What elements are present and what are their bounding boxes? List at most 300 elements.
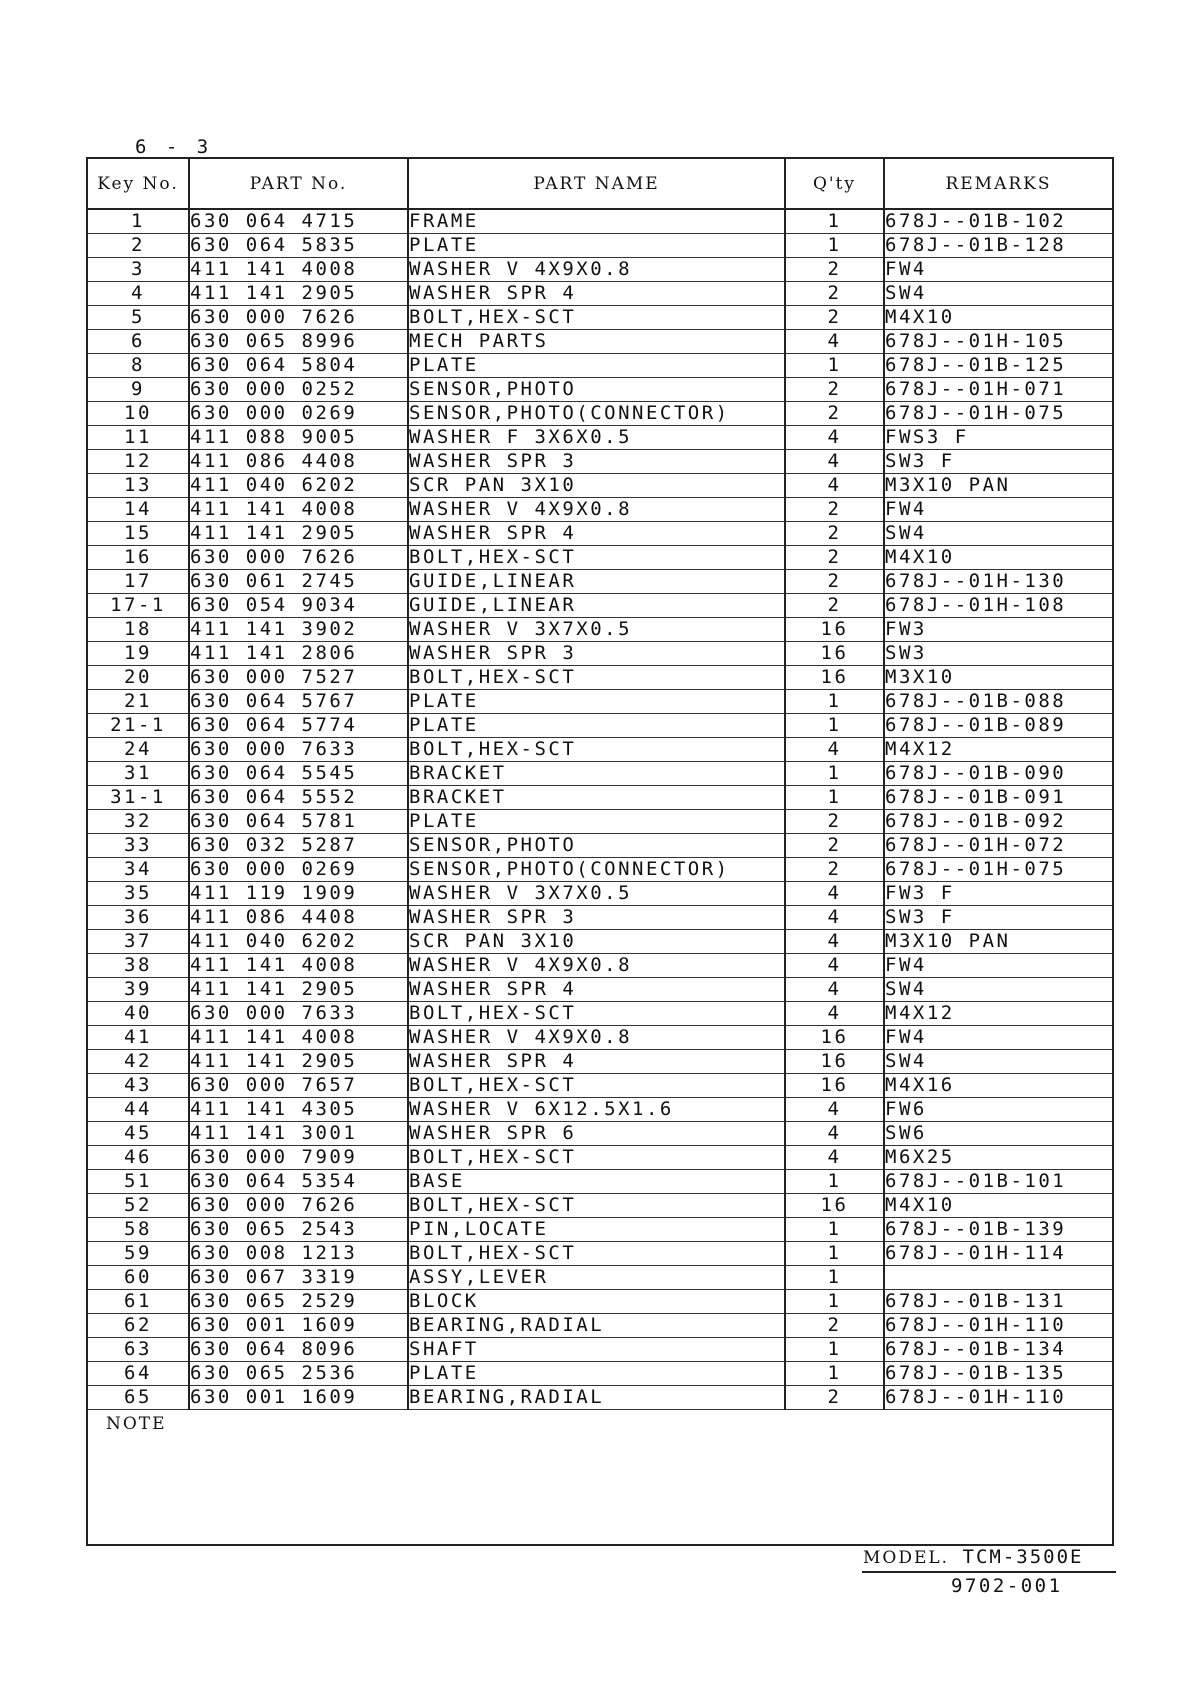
row-part-no: 630 000 0252 xyxy=(189,378,408,402)
row-part-no: 630 065 2543 xyxy=(189,1218,408,1242)
row-remarks: 678J--01B-102 xyxy=(884,209,1112,234)
row-part-no: 630 000 7626 xyxy=(189,546,408,570)
row-qty: 1 xyxy=(785,234,884,258)
row-part-no: 630 064 5552 xyxy=(189,786,408,810)
table-row xyxy=(88,546,1112,570)
row-part-no: 411 040 6202 xyxy=(189,474,408,498)
row-remarks: M3X10 PAN xyxy=(884,930,1112,954)
row-remarks: 678J--01B-090 xyxy=(884,762,1112,786)
table-row xyxy=(88,738,1112,762)
row-remarks: FW4 xyxy=(884,498,1112,522)
row-remarks: 678J--01B-089 xyxy=(884,714,1112,738)
row-remarks: M4X16 xyxy=(884,1074,1112,1098)
row-remarks: 678J--01H-075 xyxy=(884,858,1112,882)
header-remarks: REMARKS xyxy=(884,159,1112,209)
row-qty: 2 xyxy=(785,1386,884,1410)
table-row xyxy=(88,1194,1112,1218)
model-info xyxy=(863,1546,1083,1568)
row-part-no: 411 141 2905 xyxy=(189,282,408,306)
table-row xyxy=(88,978,1112,1002)
row-part-name: WASHER SPR 3 xyxy=(408,642,785,666)
table-row xyxy=(88,930,1112,954)
row-part-no: 630 065 8996 xyxy=(189,330,408,354)
row-part-name: BEARING,RADIAL xyxy=(408,1386,785,1410)
row-part-name: BOLT,HEX-SCT xyxy=(408,1146,785,1170)
row-part-name: WASHER SPR 3 xyxy=(408,906,785,930)
row-key-no: 1 xyxy=(88,209,189,234)
row-part-name: BLOCK xyxy=(408,1290,785,1314)
row-remarks: 678J--01B-128 xyxy=(884,234,1112,258)
row-key-no: 46 xyxy=(88,1146,189,1170)
table-row xyxy=(88,858,1112,882)
row-qty: 1 xyxy=(785,1170,884,1194)
row-part-no: 411 141 4008 xyxy=(189,498,408,522)
row-part-name: SENSOR,PHOTO xyxy=(408,378,785,402)
row-part-no: 630 065 2536 xyxy=(189,1362,408,1386)
row-remarks: FW3 F xyxy=(884,882,1112,906)
row-part-name: PLATE xyxy=(408,810,785,834)
row-qty: 1 xyxy=(785,762,884,786)
row-remarks: 678J--01H-108 xyxy=(884,594,1112,618)
row-key-no: 31 xyxy=(88,762,189,786)
row-remarks: FW6 xyxy=(884,1098,1112,1122)
row-qty: 1 xyxy=(785,690,884,714)
row-key-no: 15 xyxy=(88,522,189,546)
table-row xyxy=(88,618,1112,642)
row-part-no: 630 061 2745 xyxy=(189,570,408,594)
note-label: NOTE xyxy=(106,1414,167,1434)
row-part-name: WASHER SPR 6 xyxy=(408,1122,785,1146)
row-key-no: 52 xyxy=(88,1194,189,1218)
table-row xyxy=(88,354,1112,378)
row-remarks: 678J--01B-135 xyxy=(884,1362,1112,1386)
row-part-no: 411 086 4408 xyxy=(189,450,408,474)
row-part-name: GUIDE,LINEAR xyxy=(408,594,785,618)
row-remarks: M3X10 PAN xyxy=(884,474,1112,498)
row-remarks: SW4 xyxy=(884,522,1112,546)
row-key-no: 12 xyxy=(88,450,189,474)
row-part-no: 630 064 5767 xyxy=(189,690,408,714)
table-row xyxy=(88,1218,1112,1242)
table-row xyxy=(88,330,1112,354)
row-qty: 16 xyxy=(785,1026,884,1050)
row-qty: 16 xyxy=(785,1074,884,1098)
header-qty: Q'ty xyxy=(785,159,884,209)
table-row xyxy=(88,1242,1112,1266)
table-row xyxy=(88,234,1112,258)
row-part-name: BRACKET xyxy=(408,762,785,786)
row-part-no: 630 064 5774 xyxy=(189,714,408,738)
row-qty: 2 xyxy=(785,570,884,594)
row-key-no: 11 xyxy=(88,426,189,450)
row-qty: 1 xyxy=(785,1362,884,1386)
row-qty: 1 xyxy=(785,1266,884,1290)
row-key-no: 21 xyxy=(88,690,189,714)
row-part-no: 630 000 7626 xyxy=(189,1194,408,1218)
row-qty: 2 xyxy=(785,858,884,882)
row-qty: 4 xyxy=(785,1002,884,1026)
row-qty: 4 xyxy=(785,1122,884,1146)
row-key-no: 38 xyxy=(88,954,189,978)
table-row xyxy=(88,882,1112,906)
row-key-no: 64 xyxy=(88,1362,189,1386)
row-key-no: 21-1 xyxy=(88,714,189,738)
row-part-name: SCR PAN 3X10 xyxy=(408,930,785,954)
row-remarks: M4X12 xyxy=(884,738,1112,762)
row-part-name: BOLT,HEX-SCT xyxy=(408,1242,785,1266)
row-remarks: 678J--01H-110 xyxy=(884,1314,1112,1338)
row-remarks: FW3 xyxy=(884,618,1112,642)
table-row xyxy=(88,1314,1112,1338)
row-qty: 2 xyxy=(785,402,884,426)
row-remarks: M6X25 xyxy=(884,1146,1112,1170)
row-key-no: 36 xyxy=(88,906,189,930)
row-key-no: 31-1 xyxy=(88,786,189,810)
row-part-no: 630 001 1609 xyxy=(189,1386,408,1410)
row-key-no: 59 xyxy=(88,1242,189,1266)
row-key-no: 40 xyxy=(88,1002,189,1026)
row-qty: 4 xyxy=(785,930,884,954)
row-key-no: 17-1 xyxy=(88,594,189,618)
revision-number: 9702-001 xyxy=(951,1575,1063,1597)
row-remarks: 678J--01H-071 xyxy=(884,378,1112,402)
table-row xyxy=(88,474,1112,498)
table-row xyxy=(88,834,1112,858)
row-part-no: 411 141 3001 xyxy=(189,1122,408,1146)
row-part-name: WASHER SPR 4 xyxy=(408,1050,785,1074)
table-row xyxy=(88,1146,1112,1170)
row-part-name: BEARING,RADIAL xyxy=(408,1314,785,1338)
row-part-no: 630 000 7633 xyxy=(189,738,408,762)
row-qty: 4 xyxy=(785,738,884,762)
row-key-no: 24 xyxy=(88,738,189,762)
row-part-no: 630 000 7626 xyxy=(189,306,408,330)
row-qty: 2 xyxy=(785,282,884,306)
model-underline xyxy=(862,1571,1116,1573)
header-key-no: Key No. xyxy=(88,159,189,209)
row-part-no: 411 141 4008 xyxy=(189,258,408,282)
row-qty: 2 xyxy=(785,834,884,858)
row-part-name: SENSOR,PHOTO(CONNECTOR) xyxy=(408,858,785,882)
row-part-no: 630 032 5287 xyxy=(189,834,408,858)
table-row xyxy=(88,1002,1112,1026)
row-qty: 1 xyxy=(785,786,884,810)
row-qty: 1 xyxy=(785,354,884,378)
row-part-name: WASHER V 4X9X0.8 xyxy=(408,1026,785,1050)
table-row xyxy=(88,378,1112,402)
row-remarks: FW4 xyxy=(884,258,1112,282)
row-part-name: PLATE xyxy=(408,714,785,738)
row-remarks: M3X10 xyxy=(884,666,1112,690)
row-part-no: 630 064 5835 xyxy=(189,234,408,258)
row-part-name: SCR PAN 3X10 xyxy=(408,474,785,498)
row-remarks: SW4 xyxy=(884,282,1112,306)
table-row xyxy=(88,786,1112,810)
row-remarks: M4X12 xyxy=(884,1002,1112,1026)
row-qty: 1 xyxy=(785,1218,884,1242)
row-part-no: 411 119 1909 xyxy=(189,882,408,906)
row-key-no: 33 xyxy=(88,834,189,858)
row-part-name: GUIDE,LINEAR xyxy=(408,570,785,594)
row-key-no: 9 xyxy=(88,378,189,402)
row-part-name: WASHER V 4X9X0.8 xyxy=(408,258,785,282)
row-part-no: 630 064 8096 xyxy=(189,1338,408,1362)
row-qty: 1 xyxy=(785,714,884,738)
parts-table-body xyxy=(88,209,1112,1410)
row-qty: 4 xyxy=(785,426,884,450)
row-part-no: 630 000 7527 xyxy=(189,666,408,690)
model-label: MODEL. xyxy=(863,1548,950,1568)
row-key-no: 43 xyxy=(88,1074,189,1098)
row-remarks: 678J--01B-131 xyxy=(884,1290,1112,1314)
row-key-no: 17 xyxy=(88,570,189,594)
row-qty: 4 xyxy=(785,954,884,978)
row-part-no: 630 067 3319 xyxy=(189,1266,408,1290)
row-qty: 4 xyxy=(785,474,884,498)
table-row xyxy=(88,1170,1112,1194)
row-remarks xyxy=(884,1266,1112,1290)
table-row xyxy=(88,258,1112,282)
row-part-name: WASHER V 4X9X0.8 xyxy=(408,954,785,978)
table-row xyxy=(88,1074,1112,1098)
row-part-name: WASHER V 4X9X0.8 xyxy=(408,498,785,522)
row-key-no: 63 xyxy=(88,1338,189,1362)
row-part-no: 630 064 4715 xyxy=(189,209,408,234)
row-key-no: 34 xyxy=(88,858,189,882)
row-qty: 4 xyxy=(785,978,884,1002)
table-row xyxy=(88,1386,1112,1410)
table-row xyxy=(88,282,1112,306)
row-qty: 2 xyxy=(785,498,884,522)
row-remarks: 678J--01B-088 xyxy=(884,690,1112,714)
row-remarks: M4X10 xyxy=(884,306,1112,330)
row-remarks: 678J--01H-110 xyxy=(884,1386,1112,1410)
row-qty: 1 xyxy=(785,1338,884,1362)
table-row xyxy=(88,666,1112,690)
row-qty: 16 xyxy=(785,642,884,666)
row-key-no: 58 xyxy=(88,1218,189,1242)
row-part-name: BOLT,HEX-SCT xyxy=(408,306,785,330)
row-part-name: SENSOR,PHOTO xyxy=(408,834,785,858)
row-part-no: 411 040 6202 xyxy=(189,930,408,954)
row-part-name: PLATE xyxy=(408,354,785,378)
row-part-no: 630 008 1213 xyxy=(189,1242,408,1266)
row-part-name: WASHER F 3X6X0.5 xyxy=(408,426,785,450)
row-key-no: 19 xyxy=(88,642,189,666)
table-row xyxy=(88,570,1112,594)
row-key-no: 37 xyxy=(88,930,189,954)
row-part-no: 630 000 7633 xyxy=(189,1002,408,1026)
row-qty: 2 xyxy=(785,306,884,330)
row-part-no: 411 141 2806 xyxy=(189,642,408,666)
table-row xyxy=(88,1338,1112,1362)
row-part-no: 411 088 9005 xyxy=(189,426,408,450)
row-qty: 2 xyxy=(785,378,884,402)
row-part-no: 411 141 2905 xyxy=(189,1050,408,1074)
row-key-no: 41 xyxy=(88,1026,189,1050)
row-part-name: PLATE xyxy=(408,234,785,258)
row-qty: 4 xyxy=(785,450,884,474)
row-qty: 4 xyxy=(785,906,884,930)
row-part-no: 630 064 5545 xyxy=(189,762,408,786)
row-part-no: 630 064 5354 xyxy=(189,1170,408,1194)
row-part-name: ASSY,LEVER xyxy=(408,1266,785,1290)
row-remarks: M4X10 xyxy=(884,1194,1112,1218)
row-part-name: BRACKET xyxy=(408,786,785,810)
row-key-no: 62 xyxy=(88,1314,189,1338)
table-row xyxy=(88,450,1112,474)
row-qty: 4 xyxy=(785,330,884,354)
row-key-no: 32 xyxy=(88,810,189,834)
row-remarks: 678J--01H-072 xyxy=(884,834,1112,858)
row-part-no: 630 001 1609 xyxy=(189,1314,408,1338)
row-part-name: PLATE xyxy=(408,690,785,714)
row-remarks: 678J--01H-105 xyxy=(884,330,1112,354)
table-row xyxy=(88,1122,1112,1146)
row-remarks: FW4 xyxy=(884,954,1112,978)
row-key-no: 16 xyxy=(88,546,189,570)
row-part-no: 630 000 7909 xyxy=(189,1146,408,1170)
row-part-name: WASHER V 3X7X0.5 xyxy=(408,882,785,906)
row-part-no: 411 141 4305 xyxy=(189,1098,408,1122)
row-key-no: 10 xyxy=(88,402,189,426)
row-remarks: M4X10 xyxy=(884,546,1112,570)
row-remarks: 678J--01B-125 xyxy=(884,354,1112,378)
row-remarks: FW4 xyxy=(884,1026,1112,1050)
row-key-no: 3 xyxy=(88,258,189,282)
row-part-name: WASHER V 3X7X0.5 xyxy=(408,618,785,642)
row-key-no: 44 xyxy=(88,1098,189,1122)
row-remarks: SW4 xyxy=(884,1050,1112,1074)
row-part-name: SENSOR,PHOTO(CONNECTOR) xyxy=(408,402,785,426)
row-part-name: BASE xyxy=(408,1170,785,1194)
row-part-name: BOLT,HEX-SCT xyxy=(408,666,785,690)
header-part-no: PART No. xyxy=(189,159,408,209)
row-remarks: 678J--01B-092 xyxy=(884,810,1112,834)
table-row xyxy=(88,1026,1112,1050)
table-row xyxy=(88,426,1112,450)
row-part-no: 411 141 4008 xyxy=(189,954,408,978)
row-key-no: 35 xyxy=(88,882,189,906)
row-qty: 2 xyxy=(785,522,884,546)
table-row xyxy=(88,762,1112,786)
row-key-no: 6 xyxy=(88,330,189,354)
row-part-no: 630 054 9034 xyxy=(189,594,408,618)
row-part-no: 411 141 2905 xyxy=(189,522,408,546)
row-qty: 1 xyxy=(785,209,884,234)
row-qty: 16 xyxy=(785,666,884,690)
row-key-no: 13 xyxy=(88,474,189,498)
table-row xyxy=(88,522,1112,546)
row-qty: 1 xyxy=(785,1242,884,1266)
row-part-name: WASHER SPR 4 xyxy=(408,522,785,546)
page-number: 6 - 3 xyxy=(135,136,213,158)
table-row xyxy=(88,209,1112,234)
table-row xyxy=(88,1266,1112,1290)
table-row xyxy=(88,906,1112,930)
row-remarks: 678J--01B-091 xyxy=(884,786,1112,810)
row-part-no: 630 065 2529 xyxy=(189,1290,408,1314)
row-key-no: 20 xyxy=(88,666,189,690)
table-row xyxy=(88,642,1112,666)
row-qty: 4 xyxy=(785,1146,884,1170)
header-part-name: PART NAME xyxy=(408,159,785,209)
row-part-no: 630 064 5804 xyxy=(189,354,408,378)
row-part-name: BOLT,HEX-SCT xyxy=(408,546,785,570)
row-part-name: BOLT,HEX-SCT xyxy=(408,1002,785,1026)
table-row xyxy=(88,1050,1112,1074)
row-key-no: 4 xyxy=(88,282,189,306)
table-row xyxy=(88,1098,1112,1122)
row-part-name: BOLT,HEX-SCT xyxy=(408,1074,785,1098)
row-qty: 16 xyxy=(785,618,884,642)
table-row xyxy=(88,954,1112,978)
row-key-no: 60 xyxy=(88,1266,189,1290)
row-part-name: WASHER SPR 4 xyxy=(408,978,785,1002)
row-remarks: SW3 F xyxy=(884,906,1112,930)
row-qty: 2 xyxy=(785,546,884,570)
table-row xyxy=(88,1290,1112,1314)
row-key-no: 65 xyxy=(88,1386,189,1410)
table-row xyxy=(88,690,1112,714)
row-part-name: FRAME xyxy=(408,209,785,234)
row-key-no: 14 xyxy=(88,498,189,522)
row-remarks: 678J--01H-114 xyxy=(884,1242,1112,1266)
row-key-no: 61 xyxy=(88,1290,189,1314)
row-part-name: PLATE xyxy=(408,1362,785,1386)
table-row xyxy=(88,594,1112,618)
row-remarks: SW3 xyxy=(884,642,1112,666)
model-value: TCM-3500E xyxy=(962,1546,1084,1568)
row-part-name: WASHER SPR 3 xyxy=(408,450,785,474)
row-part-no: 630 000 7657 xyxy=(189,1074,408,1098)
row-key-no: 45 xyxy=(88,1122,189,1146)
parts-table xyxy=(88,159,1112,1410)
row-key-no: 42 xyxy=(88,1050,189,1074)
table-row xyxy=(88,498,1112,522)
row-qty: 4 xyxy=(785,1098,884,1122)
row-part-name: PIN,LOCATE xyxy=(408,1218,785,1242)
row-remarks: 678J--01B-139 xyxy=(884,1218,1112,1242)
row-remarks: SW6 xyxy=(884,1122,1112,1146)
row-remarks: 678J--01B-134 xyxy=(884,1338,1112,1362)
row-key-no: 51 xyxy=(88,1170,189,1194)
row-remarks: 678J--01B-101 xyxy=(884,1170,1112,1194)
row-remarks: FWS3 F xyxy=(884,426,1112,450)
row-key-no: 18 xyxy=(88,618,189,642)
row-part-no: 630 000 0269 xyxy=(189,858,408,882)
row-qty: 4 xyxy=(785,882,884,906)
row-part-no: 630 064 5781 xyxy=(189,810,408,834)
row-part-name: WASHER V 6X12.5X1.6 xyxy=(408,1098,785,1122)
row-remarks: SW4 xyxy=(884,978,1112,1002)
row-part-no: 630 000 0269 xyxy=(189,402,408,426)
row-qty: 2 xyxy=(785,810,884,834)
table-row xyxy=(88,810,1112,834)
parts-list-sheet xyxy=(86,157,1114,1546)
row-key-no: 5 xyxy=(88,306,189,330)
row-qty: 2 xyxy=(785,1314,884,1338)
row-part-name: SHAFT xyxy=(408,1338,785,1362)
row-part-name: WASHER SPR 4 xyxy=(408,282,785,306)
row-key-no: 39 xyxy=(88,978,189,1002)
row-part-no: 411 141 2905 xyxy=(189,978,408,1002)
row-key-no: 8 xyxy=(88,354,189,378)
row-part-name: BOLT,HEX-SCT xyxy=(408,738,785,762)
table-row xyxy=(88,306,1112,330)
row-part-no: 411 141 3902 xyxy=(189,618,408,642)
row-qty: 16 xyxy=(785,1194,884,1218)
